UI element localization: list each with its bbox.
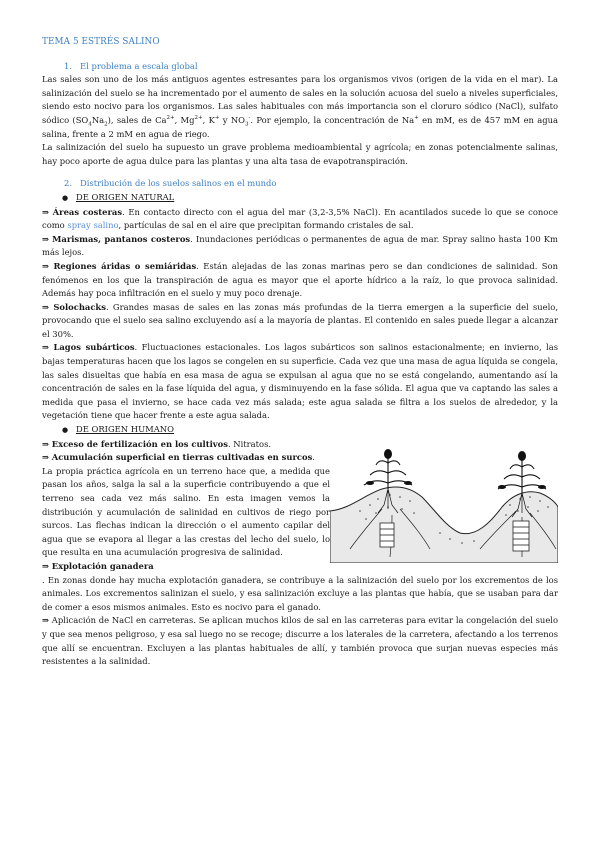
- item-livestock-start: ⇒ Explotación ganadera: [42, 560, 154, 571]
- item-road-salt: ⇒ Aplicación de NaCl en carreteras. Se aplican muchos kilos de sal en las carreteras para evitar la congelación del suelo y que sea menos peligroso, y esa sal luego no se recoge; discurre a los laterales de la carretera, afectando a los terrenos que allí se encuentran. Excluyen a las plantas habituales de allí, y también provoca que surjan nuevas especies más resistentes a la salinidad.: [42, 615, 558, 667]
- section-1-heading: 1. El problema a escala global: [64, 60, 198, 71]
- item-coastal-areas: ⇒ Áreas costeras. En contacto directo con el agua del mar (3,2-3,5% NaCl). En acantilados sucede lo que se conoce como spray salino, partículas de sal en el aire que precipitan formando cristales de sal.: [42, 206, 558, 231]
- section-1-paragraph-2: La salinización del suelo ha supuesto un grave problema medioambiental y agrícola; en zonas potencialmente salinas, hay poco aporte de agua dulce para las plantas y una alta tasa de evapotranspiración.: [42, 142, 558, 166]
- section-2-heading: 2. Distribución de los suelos salinos en el mundo: [64, 178, 277, 189]
- spray-salino-link: spray salino: [67, 220, 119, 231]
- item-fertilization: ⇒ Exceso de fertilización en los cultivos. Nitratos.: [42, 438, 272, 449]
- section-1-paragraph-1: Las sales son uno de los más antiguos agentes estresantes para los organismos vivos (origen de la vida en el mar). La salinización del suelo se ha incrementado por el aumento de sales en la solución acuosa del suelo a niveles superficiales, siendo esto nocivo para los organismos. Las sales habituales con más importancia son el cloruro sódico (NaCl), sulfato sódico $(SO_4Na_2)$, sales de $Ca^{2+}$, $Mg^{2+}$, K+ y $NO_3^-$. Por ejemplo, la concentración de Na+ en mM, es de 457 mM en agua salina, frente a 2 mM en agua de riego.: [42, 74, 558, 139]
- item-arid-regions: ⇒ Regiones áridas o semiáridas. Están alejadas de las zonas marinas pero se dan condiciones de salinidad. Son fenómenos en los que la transpiración de agua es mayor que el aporte hídrico a la raíz, lo que provoca salinidad. Además hay poca infiltración en el suelo y muy poco drenaje.: [42, 260, 558, 299]
- furrow-irrigation-salt-diagram-icon: [330, 449, 558, 563]
- human-origin-label: ● DE ORIGEN HUMANO: [62, 424, 174, 435]
- natural-origin-label: ● DE ORIGEN NATURAL: [62, 191, 175, 202]
- item-marshes: ⇒ Marismas, pantanos costeros. Inundaciones periódicas o permanentes de agua de mar. Spray salino hasta 100 Km más lejos.: [42, 233, 558, 258]
- item-subarctic-lakes: ⇒ Lagos subárticos. Fluctuaciones estacionales. Los lagos subárticos son salinos estacionalmente; en invierno, las bajas temperaturas hacen que los lagos se congelen en su superficie. Cada vez que una masa de agua líquida se congela, las sales disueltas que había en esa masa de agua se expulsan al agua que no se está congelando, aumentando así la concentración de sales en la fase líquida del agua, y disminuyendo en la fase sólida. El agua que va captando las sales a medida que pasa el invierno, se hace cada vez más salada; este agua salada se filtra a los suelos de alrededor, y la vegetación tiene que hacer frente a este agua salada.: [42, 342, 558, 421]
- page-title: TEMA 5 ESTRÉS SALINO: [42, 37, 160, 47]
- item-furrow-accumulation: ⇒ Acumulación superficial en tierras cultivadas en surcos.: [42, 452, 315, 463]
- item-solochacks: ⇒ Solochacks. Grandes masas de sales en las zonas más profundas de la tierra emergen a la superficie del suelo, provocando que el suelo sea salino excluyendo así a la mayoría de plantas. El contenido en sales puede llegar a alcanzar el 30%.: [42, 301, 559, 339]
- item-livestock: . En zonas donde hay mucha explotación ganadera, se contribuye a la salinización del suelo por los excrementos de los animales. Los excrementos salinizan el suelo, y esa salinización excluye a las plantas que había, que se usaban para dar de comer a esos mismos animales. Esto es nocivo para el ganado.: [42, 574, 558, 612]
- document-page: [42, 36, 558, 669]
- furrow-accumulation-text: La propia práctica agrícola en un terreno hace que, a medida que pasan los años, salga la sal a la superficie contribuyendo a que el terreno sea cada vez más salino. En esta imagen vemos la distribución y acumulación de salinidad en cultivos de riego por surcos. Las flechas indican la dirección o el aumento capilar del agua que se evapora al llegar a las crestas del lecho del suelo, lo que resulta en una acumulación progresiva de salinidad.: [42, 465, 330, 558]
